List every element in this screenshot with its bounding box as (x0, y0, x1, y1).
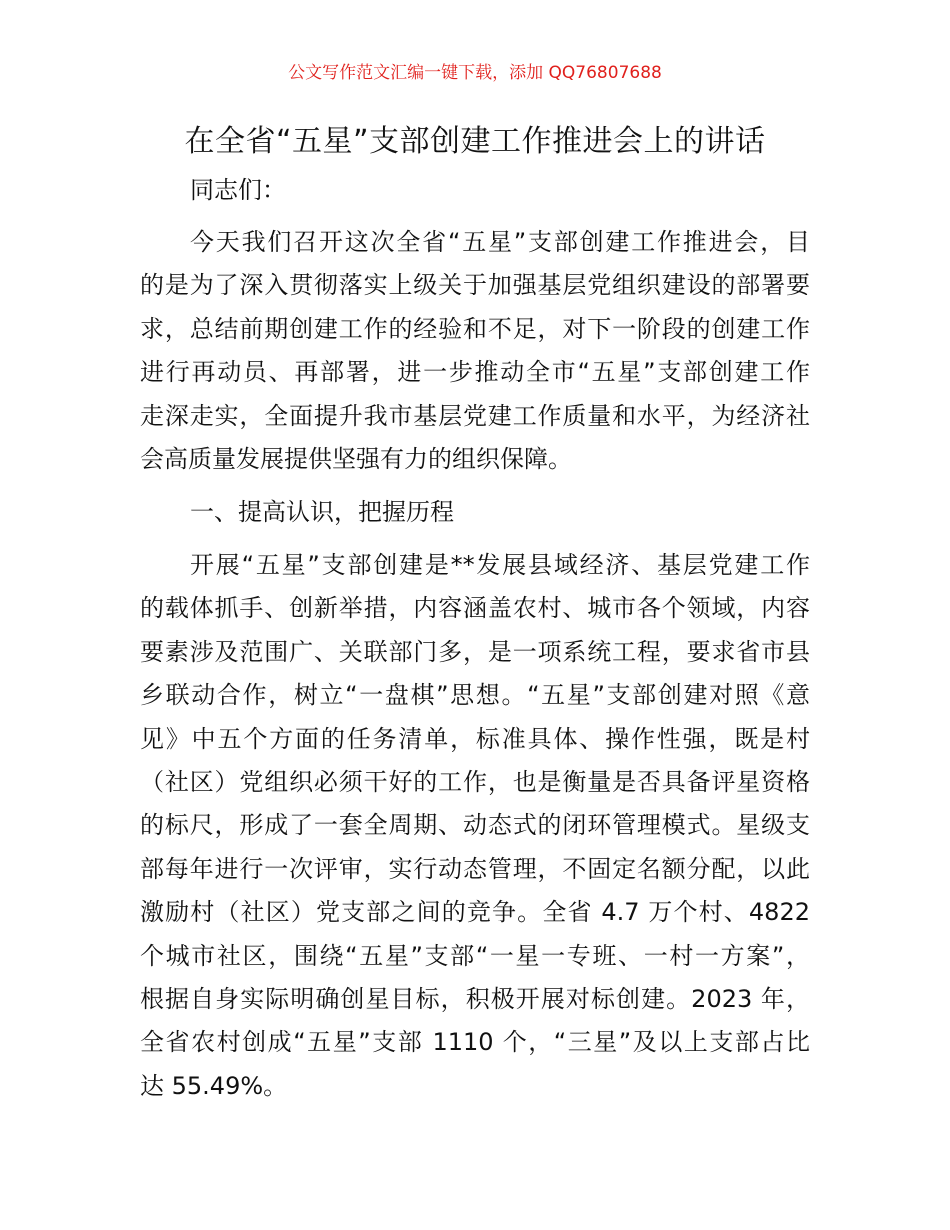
paragraph-line: 见》中五个方面的任务清单，标准具体、操作性强，既是村 (140, 724, 810, 753)
paragraph-line: 部每年进行一次评审，实行动态管理，不固定名额分配，以此 (140, 854, 810, 883)
paragraph-line: 求，总结前期创建工作的经验和不足，对下一阶段的创建工作 (140, 314, 810, 343)
download-banner: 公文写作范文汇编一键下载，添加 QQ76807688 (288, 63, 662, 83)
document-title: 在全省“五星”支部创建工作推进会上的讲话 (184, 124, 766, 159)
paragraph-line: 的标尺，形成了一套全周期、动态式的闭环管理模式。星级支 (140, 811, 810, 840)
paragraph-line: 达 55.49%。 (140, 1071, 288, 1100)
paragraph-line: 乡联动合作，树立“一盘棋”思想。“五星”支部创建对照《意 (140, 681, 810, 710)
paragraph-line: 走深走实，全面提升我市基层党建工作质量和水平，为经济社 (140, 401, 810, 430)
salutation: 同志们： (190, 176, 286, 204)
paragraph-line: 进行再动员、再部署，进一步推动全市“五星”支部创建工作 (140, 358, 810, 387)
paragraph-line: 个城市社区，围绕“五星”支部“一星一专班、一村一方案”， (140, 941, 810, 970)
paragraph-line: 要素涉及范围广、关联部门多，是一项系统工程，要求省市县 (140, 637, 810, 666)
section-heading-block (140, 491, 810, 534)
paragraph-line: 的是为了深入贯彻落实上级关于加强基层党组织建设的部署要 (140, 271, 810, 300)
paragraph-line: 根据自身实际明确创星目标，积极开展对标创建。2023 年， (140, 984, 810, 1013)
paragraph-line: 今天我们召开这次全省“五星”支部创建工作推进会，目 (190, 228, 810, 256)
paragraph-line: 会高质量发展提供坚强有力的组织保障。 (140, 444, 572, 473)
paragraph-line: 开展“五星”支部创建是**发展县域经济、基层党建工作 (190, 551, 810, 579)
paragraph-line: 的载体抓手、创新举措，内容涵盖农村、城市各个领域，内容 (140, 594, 810, 623)
salutation-block (140, 169, 810, 212)
paragraph-1 (140, 221, 810, 481)
paragraph-line: （社区）党组织必须干好的工作，也是衡量是否具备评星资格 (140, 767, 810, 796)
paragraph-line: 激励村（社区）党支部之间的竞争。全省 4.7 万个村、4822 (140, 898, 810, 927)
paragraph-2 (140, 544, 810, 1108)
paragraph-line: 全省农村创成“五星”支部 1110 个，“三星”及以上支部占比 (140, 1028, 810, 1057)
section-heading: 一、提高认识，把握历程 (190, 498, 454, 526)
